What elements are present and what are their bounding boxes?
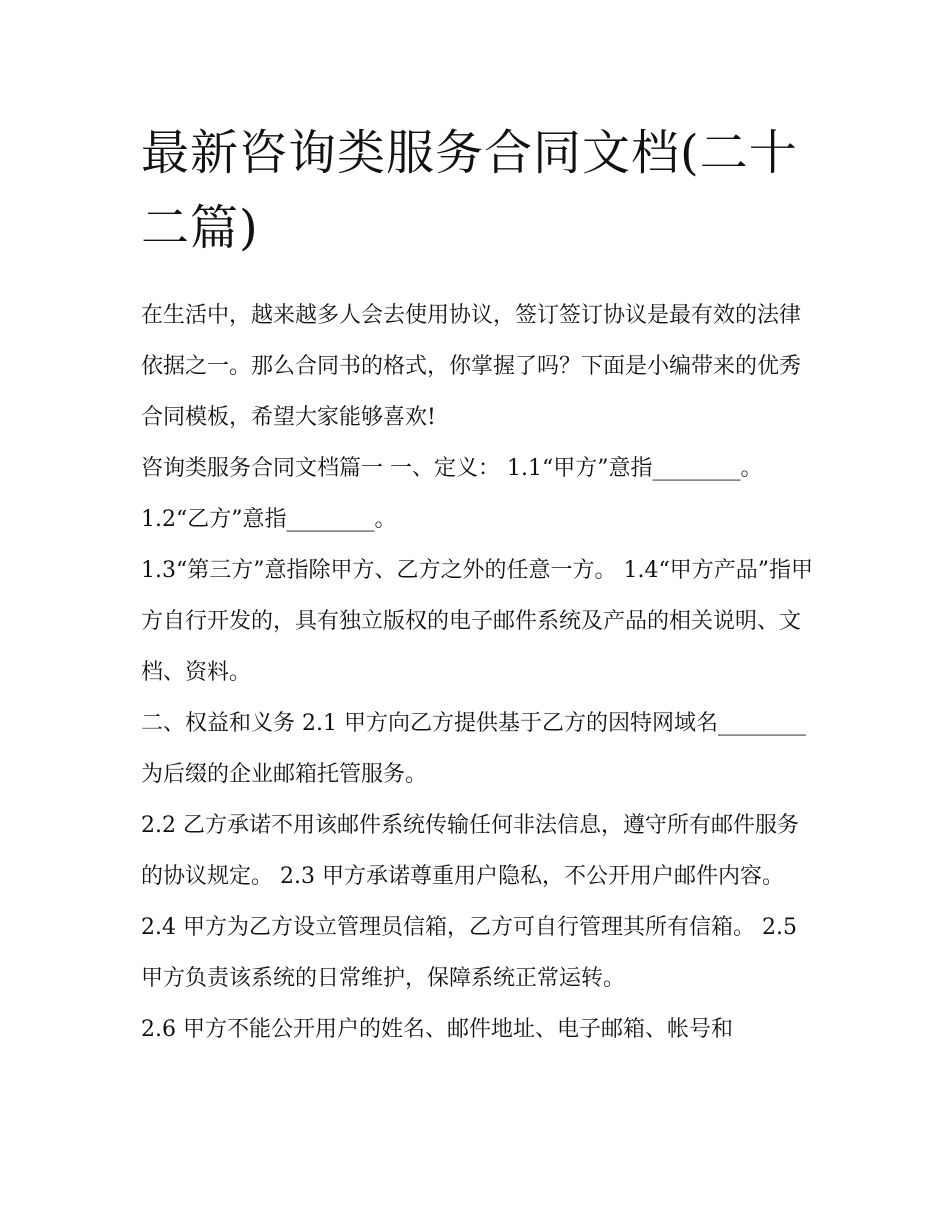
document-title: 最新咨询类服务合同文档(二十二篇)	[141, 125, 798, 256]
clause-2-1-paragraph: 二、权益和义务 2.1 甲方向乙方提供基于乙方的因特网域名________为后缀的企业邮箱托管服务。	[141, 711, 806, 787]
definition-1-1-paragraph: 咨询类服务合同文档篇一 一、定义： 1.1“甲方”意指________。	[141, 456, 763, 481]
intro-paragraph: 在生活中，越来越多人会去使用协议，签订签订协议是最有效的法律依据之一。那么合同书的格式，你掌握了吗？下面是小编带来的优秀合同模板，希望大家能够喜欢!	[141, 303, 802, 430]
title-spacer	[141, 266, 813, 290]
clause-2-4-paragraph: 2.4 甲方为乙方设立管理员信箱，乙方可自行管理其所有信箱。 2.5 甲方负责该系统的日常维护，保障系统正常运转。	[141, 915, 797, 991]
clause-2-2-paragraph: 2.2 乙方承诺不用该邮件系统传输任何非法信息，遵守所有邮件服务的协议规定。 2.3 甲方承诺尊重用户隐私，不公开用户邮件内容。	[141, 813, 799, 889]
definition-1-3-paragraph: 1.3“第三方”意指除甲方、乙方之外的任意一方。 1.4“甲方产品”指甲方自行开发的，具有独立版权的电子邮件系统及产品的相关说明、文档、资料。	[141, 558, 813, 685]
document-body	[141, 116, 813, 1055]
definition-1-2-paragraph: 1.2“乙方”意指________。	[141, 507, 397, 532]
clause-2-6-paragraph: 2.6 甲方不能公开用户的姓名、邮件地址、电子邮箱、帐号和	[141, 1017, 733, 1042]
